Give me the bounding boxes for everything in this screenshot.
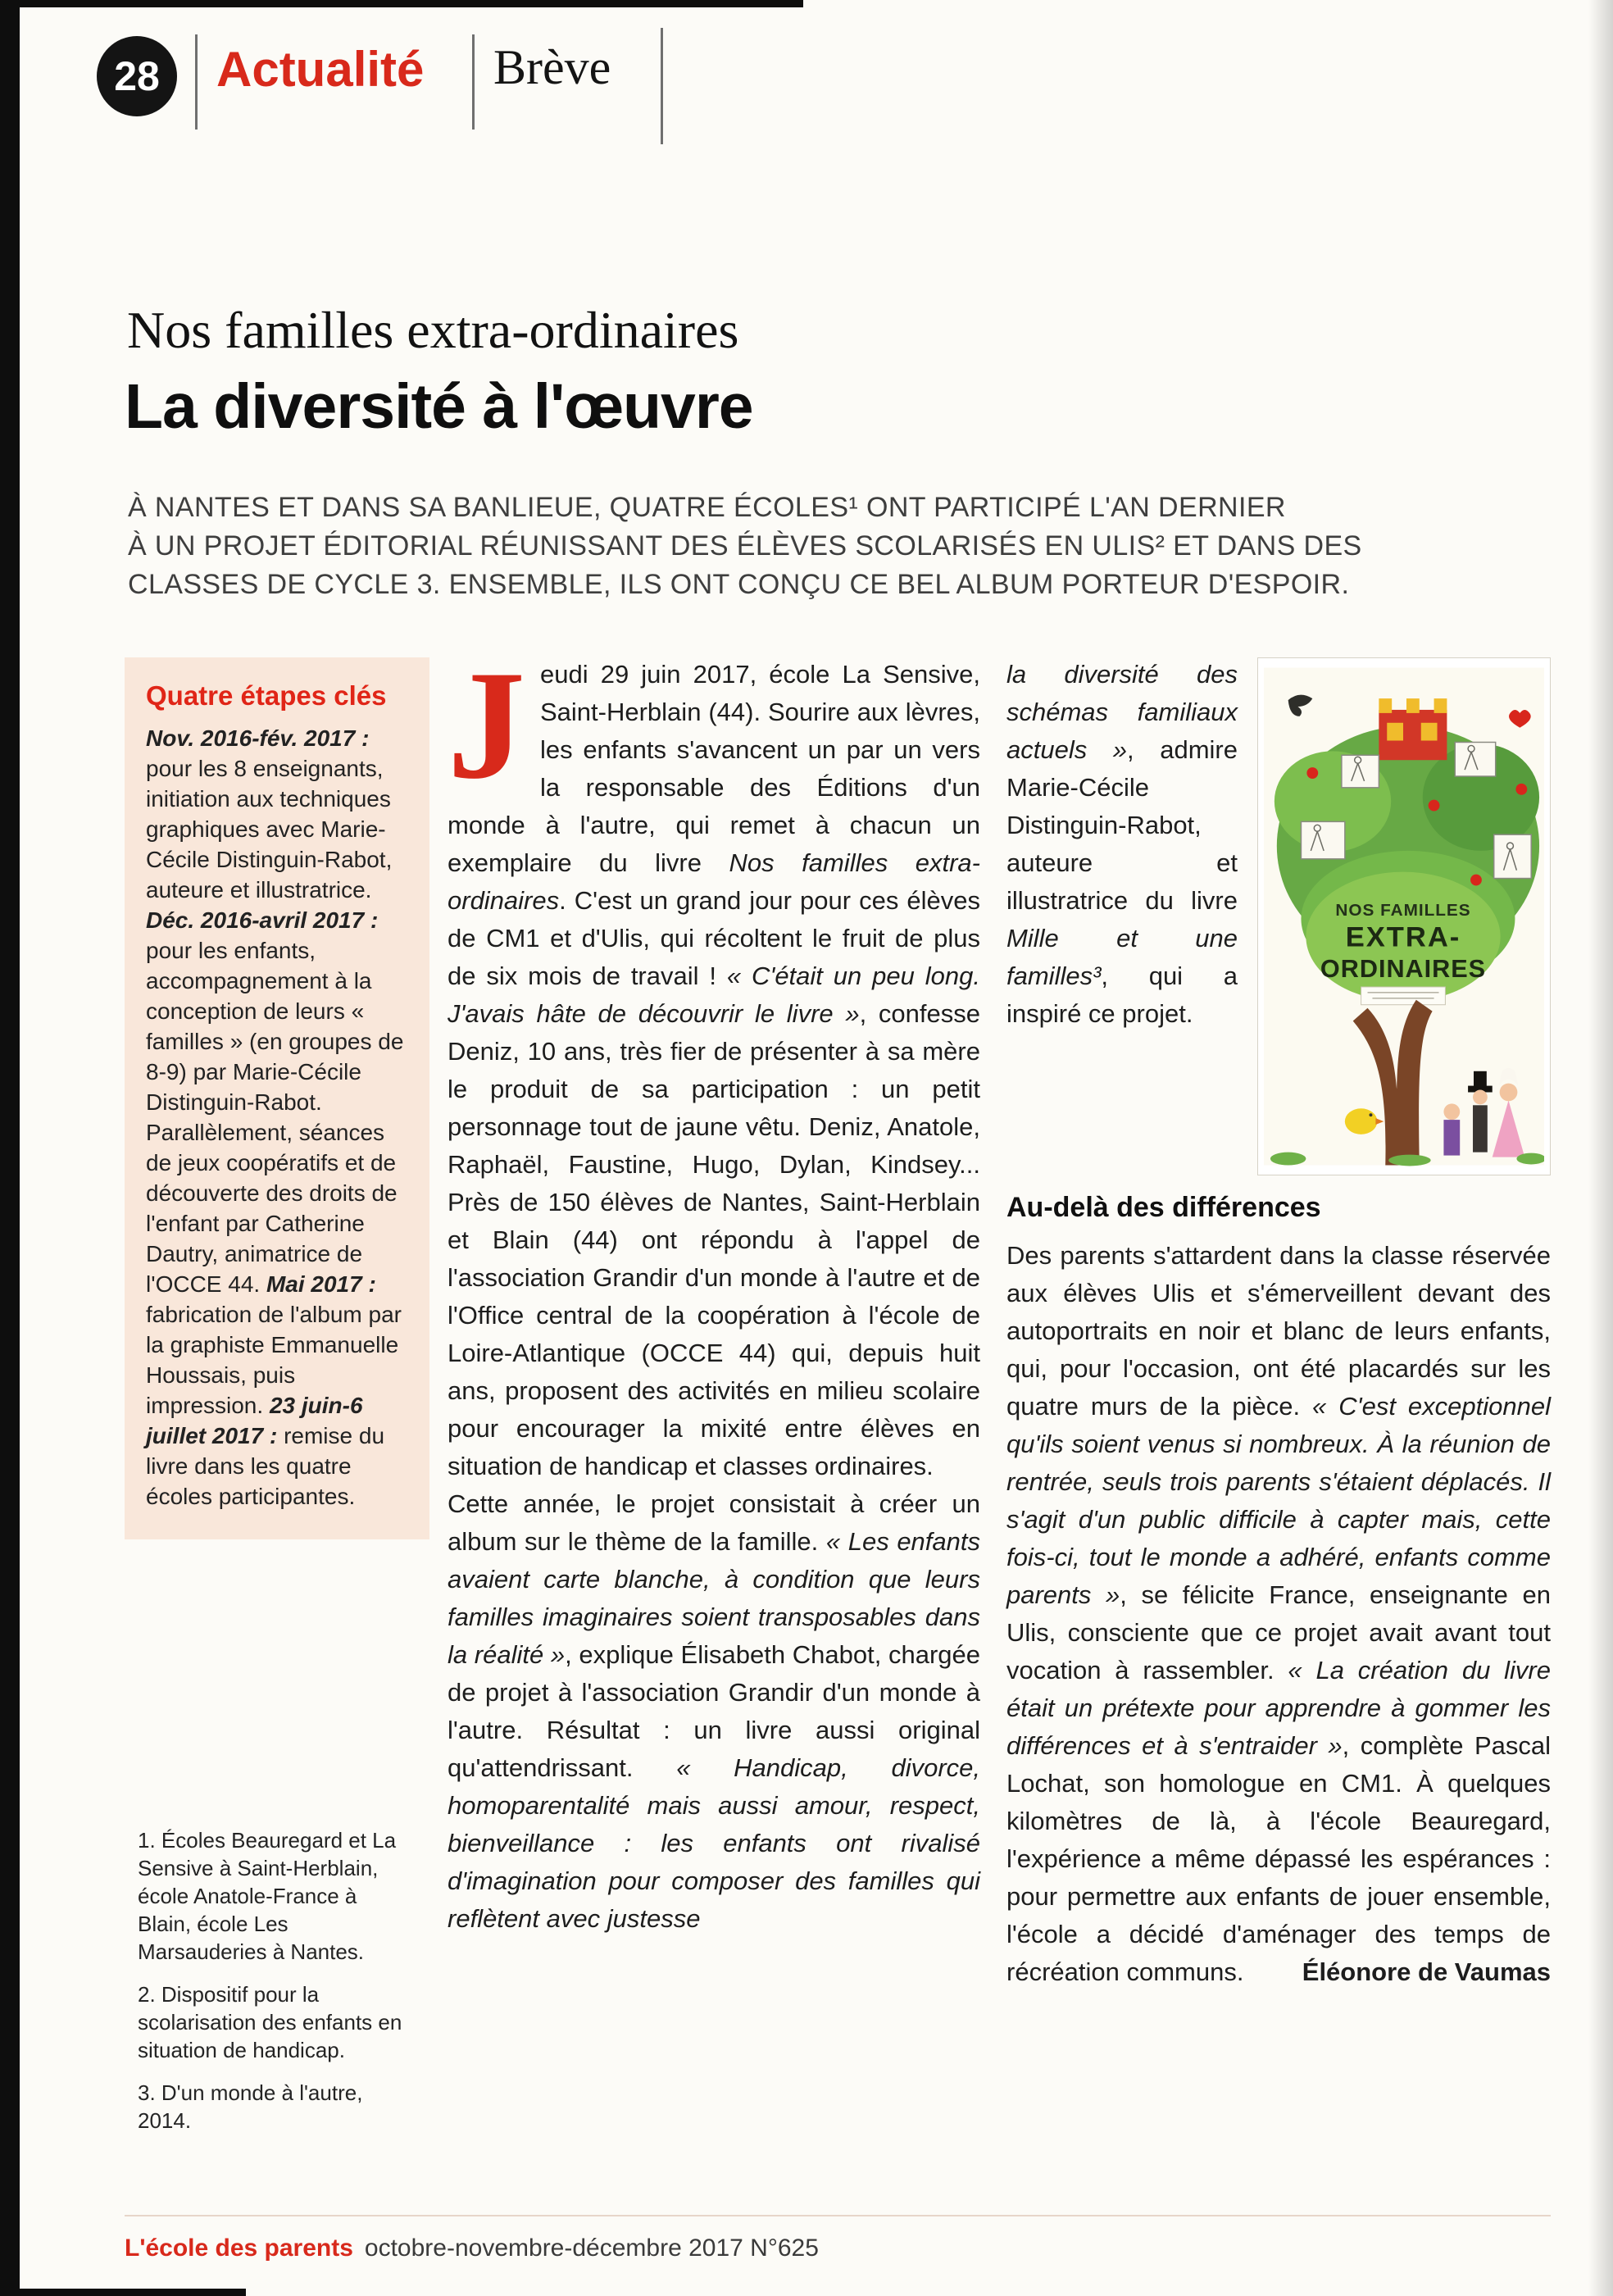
key-steps-title: Quatre étapes clés bbox=[146, 680, 387, 711]
body-run-italic: « C'est exceptionnel qu'ils soient venus si nombreux. À la réunion de rentrée, seuls trois parents s'étaient déplacés. Il s'agit d'un public difficile à capter mais, cette fois-ci, tout le monde a adhéré, enfants comme parents » bbox=[1006, 1392, 1551, 1609]
cover-title-line2: EXTRA- bbox=[1345, 921, 1461, 953]
body-run: , explique Élisabeth Chabot, chargée de projet à l'association Grandir d'un monde à l'autre. Résultat : un livre aussi original qu'attendrissant. bbox=[448, 1640, 981, 1782]
article-title: La diversité à l'œuvre bbox=[125, 371, 753, 442]
byline: Éléonore de Vaumas bbox=[1302, 1957, 1551, 1986]
article-column-middle bbox=[448, 639, 981, 1938]
article-paragraph bbox=[448, 1485, 980, 1938]
step-date: Déc. 2016-avril 2017 : bbox=[146, 907, 379, 933]
key-steps-box bbox=[125, 657, 429, 1539]
body-run: , confesse Deniz, 10 ans, très fier de présenter à sa mère le produit de sa participation : un petit personnage tout de jaune vêtu. Deniz, Anatole, Raphaël, Faustine, Hugo, Dylan, Kindsey... Près de 150 élèves de Nantes, Saint-Herblain et Blain (44) ont répondu à l'appel de l'association Grandir d'un monde à l'autre et de l'Office central de la coopération à l'école de Loire-Atlantique (OCCE 44) qui, depuis huit ans, proposent des activités en milieu scolaire pour encourager la mixité entre élèves en situation de handicap et classes ordinaires. bbox=[448, 999, 980, 1480]
footnote-3: 3. D'un monde à l'autre, 2014. bbox=[138, 2080, 363, 2133]
article-paragraph bbox=[448, 639, 980, 1485]
body-run-italic: Nos familles extra-ordinaires bbox=[448, 848, 980, 915]
step-text: pour les enfants, accompagnement à la conception de leurs « familles » (en groupes de 8-9) par Marie-Cécile Distinguin-Rabot. Parallèlement, séances de jeux coopératifs et de découverte des droits de l'enfant par Catherine Dautry, animatrice de l'OCCE 44. bbox=[146, 938, 404, 1297]
standfirst-line: À NANTES ET DANS SA BANLIEUE, QUATRE ÉCOLES¹ ONT PARTICIPÉ L'AN DERNIER bbox=[128, 492, 1286, 523]
drop-cap: J bbox=[448, 639, 525, 812]
subhead: Au-delà des différences bbox=[1006, 1192, 1321, 1223]
book-cover-illustration bbox=[1264, 664, 1544, 1169]
body-run-italic: Mille et une familles³ bbox=[1006, 924, 1238, 990]
footnote-1: 1. Écoles Beauregard et La Sensive à Saint-Herblain, école Anatole-France à Blain, école Les Marsauderies à Nantes. bbox=[138, 1828, 397, 1964]
step-date: 23 juin-6 juillet 2017 : bbox=[146, 1393, 363, 1448]
body-run-italic: la diversité des schémas familiaux actuels » bbox=[1006, 660, 1238, 764]
body-run: Cette année, le projet consistait à créer un album sur le thème de la famille. bbox=[448, 1489, 980, 1556]
header-divider bbox=[195, 34, 198, 130]
cover-title-line3: ORDINAIRES bbox=[1320, 955, 1487, 984]
step-date: Nov. 2016-fév. 2017 : bbox=[146, 725, 370, 751]
body-run: , complète Pascal Lochat, son homologue en CM1. À quelques kilomètres de là, à l'école Beauregard, l'expérience a même dépassé les espérances : pour permettre aux enfants de jouer ensemble, l'école a décidé d'aménager des temps de récréation communs. bbox=[1006, 1731, 1552, 1986]
body-run: , se félicite France, enseignante en Ulis, consciente que ce projet avait avant tout vocation à rassembler. bbox=[1006, 1580, 1551, 1684]
body-run-italic: « C'était un peu long. J'avais hâte de découvrir le livre » bbox=[448, 962, 980, 1028]
cover-title-line1: NOS FAMILLES bbox=[1335, 901, 1471, 921]
standfirst-line: CLASSES DE CYCLE 3. ENSEMBLE, ILS ONT CONÇU CE BEL ALBUM PORTEUR D'ESPOIR. bbox=[128, 569, 1350, 600]
book-cover bbox=[1257, 657, 1551, 1175]
standfirst bbox=[128, 489, 1362, 604]
scan-edge-right bbox=[1588, 0, 1613, 2296]
step-text: remise du livre dans les quatre écoles participantes. bbox=[146, 1423, 385, 1509]
body-run: . C'est un grand jour pour ces élèves de CM1 et d'Ulis, qui récoltent le fruit de plus de six mois de travail ! bbox=[448, 886, 980, 990]
article-kicker: Nos familles extra-ordinaires bbox=[127, 301, 739, 359]
scan-edge-left bbox=[0, 0, 20, 2296]
body-run: , qui a inspiré ce projet. bbox=[1006, 962, 1238, 1028]
body-run-italic: « Les enfants avaient carte blanche, à condition que leurs familles imaginaires soient transposables dans la réalité » bbox=[448, 1527, 981, 1669]
body-run: eudi 29 juin 2017, école La Sensive, Saint-Herblain (44). Sourire aux lèvres, les enfants s'avancent un par un vers la responsable des Éditions d'un monde à l'autre, qui remet à chacun un exemplaire du livre bbox=[448, 660, 980, 877]
scan-edge-bottom bbox=[0, 2289, 246, 2296]
step-text: pour les 8 enseignants, initiation aux techniques graphiques avec Marie-Cécile Distinguin-Rabot, auteure et illustratrice. bbox=[146, 756, 393, 902]
scan-edge-top bbox=[0, 0, 803, 7]
header-divider bbox=[472, 34, 475, 130]
magazine-name: L'école des parents bbox=[125, 2235, 353, 2262]
issue-info: octobre-novembre-décembre 2017 N°625 bbox=[364, 2235, 819, 2262]
body-run-italic: « Handicap, divorce, homoparentalité mais aussi amour, respect, bienveillance : les enfants ont rivalisé d'imagination pour composer des familles qui reflètent avec justesse bbox=[448, 1753, 980, 1933]
footer-rule bbox=[125, 2215, 1551, 2216]
standfirst-line: À UN PROJET ÉDITORIAL RÉUNISSANT DES ÉLÈVES SCOLARISÉS EN ULIS² ET DANS DES bbox=[128, 530, 1362, 561]
footnote-2: 2. Dispositif pour la scolarisation des enfants en situation de handicap. bbox=[138, 1982, 402, 2062]
header-divider bbox=[661, 28, 663, 144]
section-label: Actualité bbox=[216, 42, 425, 97]
step-text: fabrication de l'album par la graphiste Emmanuelle Houssais, puis impression. bbox=[146, 1302, 402, 1418]
footer bbox=[125, 2235, 819, 2262]
page-number-badge: 28 bbox=[97, 36, 177, 116]
body-run: Des parents s'attardent dans la classe réservée aux élèves Ulis et s'émerveillent devant des autoportraits en noir et blanc de leurs enfants, qui, pour l'occasion, ont été placardés sur les quatre murs de la pièce. bbox=[1006, 1241, 1551, 1421]
footnotes bbox=[138, 1826, 415, 2149]
step-date: Mai 2017 : bbox=[266, 1271, 376, 1297]
rubric-label: Brève bbox=[493, 40, 611, 94]
body-run: , admire Marie-Cécile Distinguin-Rabot, auteure et illustratrice du livre bbox=[1006, 735, 1238, 915]
article-column-right bbox=[1006, 656, 1551, 1991]
article-paragraph bbox=[1006, 1237, 1551, 1991]
key-steps-text bbox=[146, 723, 408, 1512]
body-run-italic: « La création du livre était un prétexte pour apprendre à gommer les différences et à s'entraider » bbox=[1006, 1656, 1552, 1760]
